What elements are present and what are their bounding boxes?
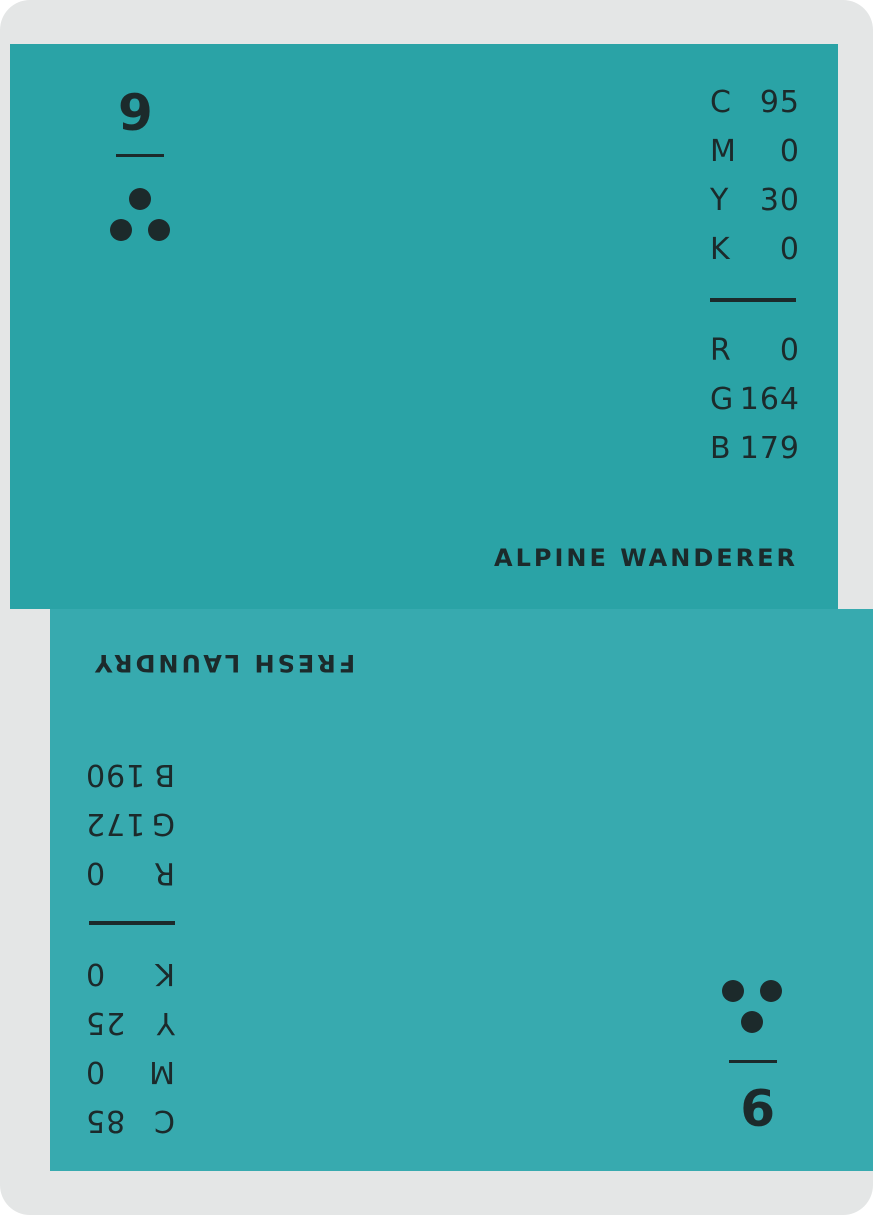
cmyk-row-m: M 0 [85, 1054, 175, 1089]
color-codes [85, 750, 175, 1145]
rgb-row-r: R 0 [710, 333, 800, 368]
rgb-row-g: G 164 [710, 382, 800, 417]
cmyk-row-m: M 0 [710, 134, 800, 169]
cmyk-row-y: Y 30 [710, 183, 800, 218]
bottom-color-panel [50, 609, 873, 1171]
three-dot-suit-icon [108, 186, 172, 250]
rank-underline [116, 154, 164, 157]
top-color-panel [10, 44, 838, 609]
cmyk-row-c: C 95 [710, 85, 800, 120]
cmyk-row-y: Y 25 [85, 1005, 175, 1040]
cmyk-row-k: K 0 [85, 956, 175, 991]
rgb-row-b: B 179 [710, 431, 800, 466]
cmyk-row-c: C 85 [85, 1103, 175, 1138]
rgb-row-r: R 0 [85, 855, 175, 890]
rgb-row-b: B 190 [85, 757, 175, 792]
rank-underline [729, 1060, 777, 1063]
color-name: ALPINE WANDERER [494, 544, 798, 572]
color-name: FRESH LAUNDRY [92, 649, 356, 677]
three-dot-suit-icon [720, 971, 784, 1035]
rank-label: 9 [740, 1077, 775, 1135]
rank-label: 9 [118, 84, 153, 142]
code-divider [710, 298, 796, 302]
color-codes [710, 78, 800, 473]
rgb-row-g: G 172 [85, 806, 175, 841]
cmyk-row-k: K 0 [710, 232, 800, 267]
code-divider [89, 921, 175, 925]
